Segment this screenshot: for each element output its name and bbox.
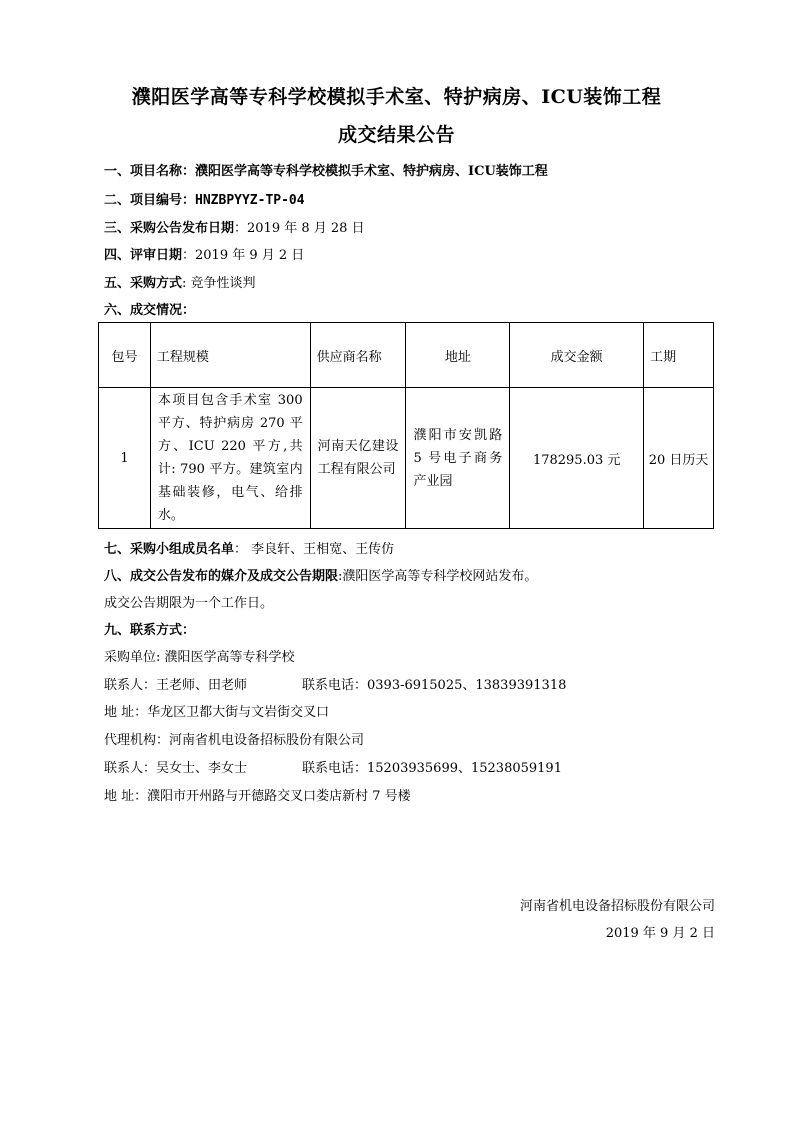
- agency-line: 代理机构：河南省机电设备招标股份有限公司: [104, 733, 365, 748]
- header-period: 工期: [644, 323, 714, 388]
- agency-address: 地 址：濮阳市开州路与开德路交叉口娄店新村 7 号楼: [104, 789, 411, 804]
- agency-phone: 联系电话：15203935699、15238059191: [302, 761, 562, 776]
- review-date-line: [104, 247, 304, 265]
- buyer-address: 地 址：华龙区卫都大街与文岩街交叉口: [104, 705, 330, 720]
- project-name-line: [104, 163, 548, 181]
- announce-date-label: 三、采购公告发布日期: [104, 221, 235, 236]
- cell-period: 20 日历天: [644, 388, 714, 529]
- header-amount: 成交金额: [510, 323, 644, 388]
- header-scale: 工程规模: [150, 323, 310, 388]
- project-no-value: HNZBPYYZ-TP-04: [195, 193, 305, 208]
- cell-scale-text: 本项目包含手术室 300 平方、特护病房 270 平方、ICU 220 平方,共计: 790 平方。建筑室内基础装修，电气、给排水。: [157, 393, 303, 523]
- table-row: [99, 388, 714, 529]
- result-table: [98, 322, 714, 529]
- cell-address: [406, 388, 510, 529]
- method-label: 五、采购方式: [104, 276, 183, 291]
- buyer-line: 采购单位: 濮阳医学高等专科学校: [104, 650, 295, 665]
- page-subtitle: 成交结果公告: [337, 124, 455, 146]
- cell-supplier: [310, 388, 406, 529]
- members-label: 七、采购小组成员名单: [104, 542, 235, 557]
- page-title: 濮阳医学高等专科学校模拟手术室、特护病房、ICU装饰工程: [131, 86, 662, 108]
- announce-date-value: ：2019 年 8 月 28 日: [234, 221, 365, 236]
- cell-amount: 178295.03 元: [510, 388, 644, 529]
- cell-address-text: 濮阳市安凯路 5 号电子商务产业园: [413, 427, 503, 489]
- header-supplier: 供应商名称: [310, 323, 406, 388]
- contact-label: 九、联系方式：: [104, 623, 196, 638]
- cell-package: 1: [99, 388, 151, 529]
- buyer-phone: 联系电话：0393-6915025、13839391318: [302, 678, 567, 693]
- members-value: ： 李良轩、王相宽、王传仿: [234, 542, 395, 557]
- members-line: [104, 541, 394, 559]
- project-no-label: 二、项目编号：: [104, 193, 196, 208]
- method-value: : 竞争性谈判: [182, 276, 256, 291]
- project-name-label: 一、项目名称：: [104, 164, 196, 179]
- project-name-value: 濮阳医学高等专科学校模拟手术室、特护病房、ICU装饰工程: [195, 164, 548, 179]
- header-address: 地址: [406, 323, 510, 388]
- agency-contact: 联系人：吴女士、李女士: [104, 761, 248, 776]
- review-date-value: ：2019 年 9 月 2 日: [182, 248, 305, 263]
- table-header-row: [99, 323, 714, 388]
- media-value: :濮阳医学高等专科学校网站发布。: [338, 569, 538, 584]
- cell-supplier-text: 河南天亿建设工程有限公司: [317, 439, 399, 477]
- media-line: [104, 568, 537, 586]
- method-line: [104, 275, 256, 293]
- project-no-line: [104, 192, 305, 210]
- period-text: 成交公告期限为一个工作日。: [104, 596, 274, 611]
- cell-scale: [150, 388, 310, 529]
- signature-org: 河南省机电设备招标股份有限公司: [519, 899, 715, 914]
- header-package: 包号: [99, 323, 151, 388]
- media-label: 八、成交公告发布的媒介及成交公告期限: [104, 569, 339, 584]
- deal-label: 六、成交情况：: [104, 303, 196, 318]
- review-date-label: 四、评审日期: [104, 248, 183, 263]
- announce-date-line: [104, 220, 365, 238]
- buyer-contact: 联系人：王老师、田老师: [104, 678, 248, 693]
- signature-date: 2019 年 9 月 2 日: [605, 926, 715, 941]
